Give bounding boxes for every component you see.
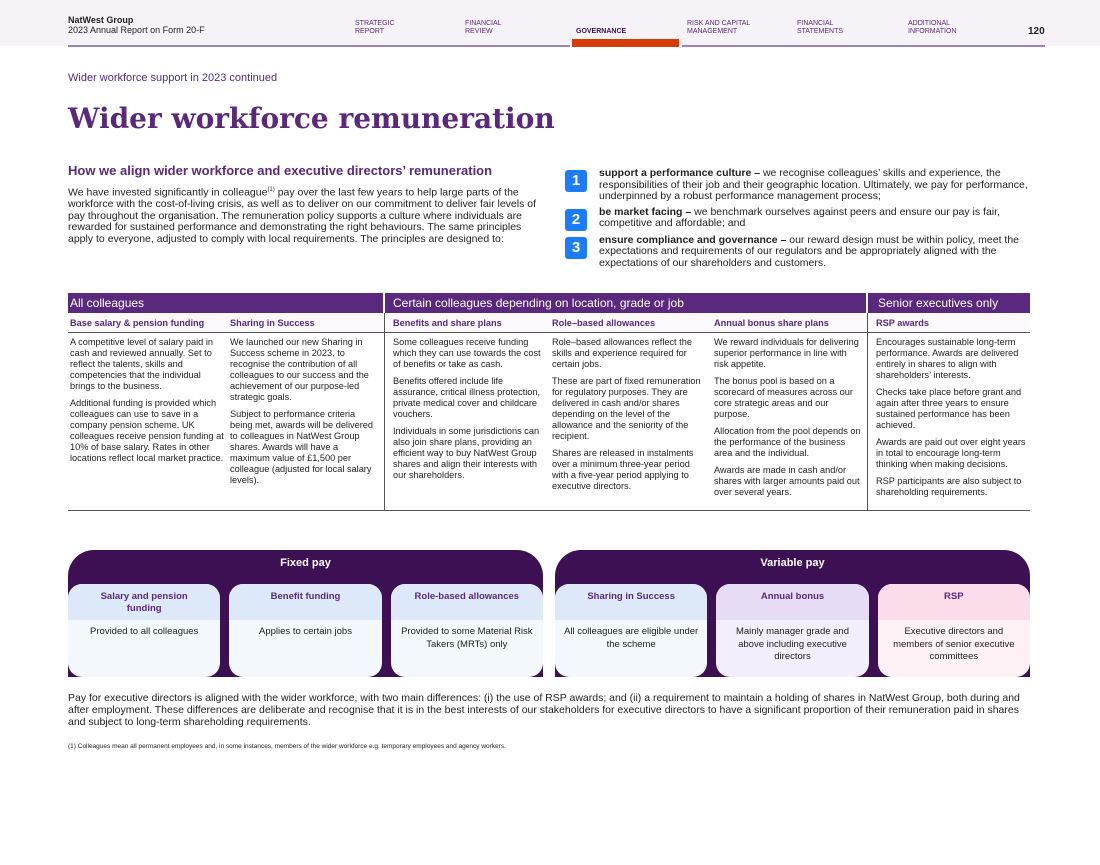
nav-label: REVIEW bbox=[465, 28, 493, 35]
report-name: 2023 Annual Report on Form 20-F bbox=[68, 25, 205, 35]
intro-text: pay over the last few years to help large parts of the workforce with the cost-of-living crisis, as well as to deliver on our commitment to deliver fair levels of pay throughout the organisation. The remuneration policy supports a culture where individuals are rewarded for sustained performance and demonstrating the right behaviours. The same principles apply to everyone, adjusted to comply with local requirements. The principles are designed to: bbox=[68, 186, 536, 245]
pay-item-description: Provided to all colleagues bbox=[90, 626, 199, 637]
nav-label: STRATEGIC bbox=[355, 20, 395, 27]
pay-item-description: Executive directors and members of senior executive committees bbox=[893, 626, 1015, 662]
column-header: Base salary & pension funding bbox=[68, 313, 228, 333]
table-column bbox=[712, 313, 868, 510]
pay-item-title: RSP bbox=[878, 584, 1030, 620]
group-senior-executives: Senior executives only bbox=[878, 296, 999, 310]
number-badge: 1 bbox=[565, 170, 587, 192]
column-header: Annual bonus share plans bbox=[712, 313, 867, 333]
table-column bbox=[228, 313, 385, 510]
cell-paragraph: The bonus pool is based on a scorecard of measures across our core strategic areas and our purpose. bbox=[714, 376, 853, 419]
principles-list bbox=[565, 168, 1035, 273]
intro-text: We have invested significantly in colleague bbox=[68, 186, 268, 199]
cell-paragraph: Individuals in some jurisdictions can also join share plans, providing an efficient way to buy NatWest Group shares and align their interests with our shareholders. bbox=[393, 426, 540, 480]
variable-pay-title: Variable pay bbox=[760, 557, 825, 569]
cell-paragraph: Role–based allowances reflect the skills and experience required for certain jobs. bbox=[552, 337, 692, 369]
principle-title: support a performance culture – bbox=[599, 167, 761, 179]
nav-additional-info[interactable] bbox=[908, 20, 956, 36]
table-column bbox=[68, 313, 228, 510]
section-subtitle: Wider workforce support in 2023 continued bbox=[68, 72, 278, 84]
pay-item-description: Applies to certain jobs bbox=[259, 626, 352, 637]
cell-paragraph: Some colleagues receive funding which they can use towards the cost of benefits or take as cash. bbox=[393, 337, 541, 369]
cell-paragraph: We launched our new Sharing in Success scheme in 2023, to recognise the contribution of all colleagues to our success and the achievement of our purpose-led strategic goals. bbox=[230, 337, 369, 402]
cell-paragraph: RSP participants are also subject to shareholding requirements. bbox=[876, 476, 1022, 497]
nav-label: FINANCIAL bbox=[465, 20, 502, 27]
group-all-colleagues: All colleagues bbox=[68, 293, 385, 313]
table-column bbox=[868, 313, 1030, 510]
cell-paragraph: Subject to performance criteria being met, awards will be delivered to colleagues in NatWest Group shares. Awards will have a maximum value of £1,500 per colleague (adjusted for local salary levels). bbox=[230, 409, 373, 485]
pay-item-card bbox=[716, 584, 868, 677]
nav-strategic-report[interactable] bbox=[355, 20, 395, 36]
nav-label: GOVERNANCE bbox=[576, 28, 627, 35]
nav-active-indicator bbox=[572, 39, 679, 47]
nav-divider bbox=[68, 45, 570, 47]
cell-paragraph: Shares are released in instalments over a minimum three-year period with a five-year period applying to executive directors. bbox=[552, 448, 694, 491]
nav-label: REPORT bbox=[355, 28, 385, 35]
pay-item-card bbox=[391, 584, 543, 677]
pay-item-card bbox=[68, 584, 220, 677]
principle-text: we benchmark ourselves against peers and ensure our pay is fair, competitive and affordable; and bbox=[599, 205, 1000, 229]
cell-paragraph: Encourages sustainable long-term performance. Awards are delivered entirely in shares to align with shareholders’ interests. bbox=[876, 337, 1019, 380]
pay-item-title: Sharing in Success bbox=[555, 584, 707, 620]
nav-label: RISK AND CAPITAL bbox=[687, 20, 751, 27]
column-header: Sharing in Success bbox=[228, 313, 384, 333]
closing-paragraph: Pay for executive directors is aligned with the wider workforce, with two main differences: (i) the use of RSP awards; and (ii) a requirement to maintain a holding of shares in NatWest Group, both during and after employment. These differences are deliberate and recognise that it is in the best interests of our stakeholders for executive directors to have a significant proportion of their remuneration paid in shares and subject to long-term shareholding requirements. bbox=[68, 692, 1020, 728]
cell-paragraph: Additional funding is provided which colleagues can use to save in a company pension scheme. UK colleagues receive pension funding at 10% of base salary. Rates in other locations reflect local market practice. bbox=[70, 398, 224, 463]
pay-item-description: Provided to some Material Risk Takers (MRTs) only bbox=[401, 626, 533, 650]
pay-item-card bbox=[229, 584, 381, 677]
cell-paragraph: Allocation from the pool depends on the performance of the business area and the individual. bbox=[714, 426, 861, 458]
column-header: RSP awards bbox=[868, 313, 1030, 333]
cell-paragraph: A competitive level of salary paid in cash and reviewed annually. Set to reflect the talents, skills and competencies that the individual brings to the business. bbox=[70, 337, 213, 391]
group-certain-colleagues: Certain colleagues depending on location, grade or job bbox=[385, 293, 868, 313]
principle-item bbox=[565, 168, 1035, 203]
nav-label: FINANCIAL bbox=[797, 20, 834, 27]
footnote: (1) Colleagues mean all permanent employees and, in some instances, members of the wider workforce e.g. temporary employees and agency workers. bbox=[68, 743, 506, 750]
pay-item-title: Annual bonus bbox=[716, 584, 868, 620]
pay-item-title: Salary and pension funding bbox=[68, 584, 220, 620]
principle-text: our reward design must be within policy, meet the expectations and requirements of our regulators and be appropriately aligned with the expectations of our shareholders and customers. bbox=[599, 233, 1019, 269]
fixed-pay-items bbox=[68, 584, 543, 677]
cell-paragraph: Awards are made in cash and/or shares with larger amounts paid out over several years. bbox=[714, 465, 860, 497]
nav-governance[interactable] bbox=[576, 28, 626, 36]
footnote-ref: (1) bbox=[267, 187, 275, 193]
column-header: Role–based allowances bbox=[550, 313, 712, 333]
nav-label: STATEMENTS bbox=[797, 28, 844, 35]
pay-item-card bbox=[555, 584, 707, 677]
nav-financial-review[interactable] bbox=[465, 20, 502, 36]
intro-paragraph bbox=[68, 185, 538, 245]
cell-paragraph: These are part of fixed remuneration for regulatory purposes. They are delivered in cash and/or shares depending on the level of the allowance and the seniority of the recipient. bbox=[552, 376, 701, 441]
table-column bbox=[385, 313, 550, 510]
pay-item-description: All colleagues are eligible under the scheme bbox=[564, 626, 699, 650]
principle-item bbox=[565, 235, 1035, 270]
pay-item-title: Role-based allowances bbox=[391, 584, 543, 620]
nav-financial-statements[interactable] bbox=[797, 20, 843, 36]
column-header: Benefits and share plans bbox=[385, 313, 550, 333]
nav-risk-capital[interactable] bbox=[687, 20, 750, 36]
nav-label: MANAGEMENT bbox=[687, 28, 738, 35]
principle-item bbox=[565, 207, 1035, 231]
cell-paragraph: Benefits offered include life assurance, critical illness protection, private medical cover and childcare vouchers. bbox=[393, 376, 541, 419]
table-columns bbox=[68, 313, 1030, 511]
variable-pay-panel bbox=[555, 550, 1030, 677]
cell-paragraph: Awards are paid out over eight years in total to encourage long-term thinking when making decisions. bbox=[876, 437, 1026, 469]
page-title: Wider workforce remuneration bbox=[68, 102, 555, 135]
pay-item-card bbox=[878, 584, 1030, 677]
remuneration-table bbox=[68, 293, 1030, 511]
cell-paragraph: We reward individuals for delivering superior performance in line with risk appetite. bbox=[714, 337, 859, 369]
principle-text: we recognise colleagues’ skills and experience, the responsibilities of their job and their geographic location. Ultimately, we pay for performance, underpinned by a robust performance management process; bbox=[599, 167, 1028, 202]
brand bbox=[68, 15, 205, 35]
pay-item-title: Benefit funding bbox=[229, 584, 381, 620]
number-badge: 2 bbox=[565, 209, 587, 231]
fixed-pay-title: Fixed pay bbox=[280, 557, 331, 569]
nav-divider bbox=[682, 45, 1045, 47]
cell-paragraph: Checks take place before grant and again after three years to ensure sustained performance has been achieved. bbox=[876, 387, 1022, 430]
principle-title: be market facing – bbox=[599, 205, 692, 218]
page-number: 120 bbox=[1028, 26, 1045, 37]
table-group-row bbox=[68, 293, 1030, 313]
number-badge: 3 bbox=[565, 237, 587, 259]
nav-label: INFORMATION bbox=[908, 28, 957, 35]
variable-pay-items bbox=[555, 584, 1030, 677]
section-heading: How we align wider workforce and executive directors’ remuneration bbox=[68, 163, 493, 178]
brand-name: NatWest Group bbox=[68, 15, 134, 25]
fixed-pay-panel bbox=[68, 550, 543, 677]
pay-item-description: Mainly manager grade and above including executive directors bbox=[735, 626, 849, 662]
principle-title: ensure compliance and governance – bbox=[599, 233, 787, 246]
nav-label: ADDITIONAL bbox=[908, 20, 951, 27]
table-column bbox=[550, 313, 712, 510]
